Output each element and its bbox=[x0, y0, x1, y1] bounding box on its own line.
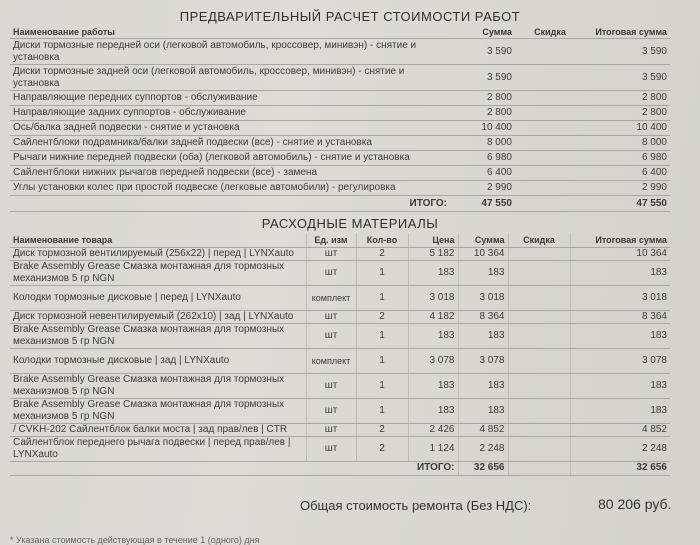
materials-row bbox=[10, 247, 670, 260]
material-qty: 1 bbox=[356, 373, 408, 398]
material-name: Brake Assembly Grease Смазка монтажная для тормозных механизмов 5 гр NGN bbox=[10, 398, 306, 423]
works-row bbox=[10, 91, 670, 106]
materials-row bbox=[10, 436, 670, 461]
works-row bbox=[10, 181, 670, 196]
materials-header-cell: Цена bbox=[408, 233, 458, 247]
material-name: Brake Assembly Grease Смазка монтажная для тормозных механизмов 5 гр NGN bbox=[10, 373, 306, 398]
work-sum: 2 990 bbox=[450, 181, 515, 196]
work-discount bbox=[515, 166, 585, 181]
work-total: 10 400 bbox=[585, 121, 670, 136]
material-sum: 4 852 bbox=[458, 423, 508, 436]
material-discount bbox=[508, 285, 570, 310]
work-sum: 2 800 bbox=[450, 106, 515, 121]
work-total: 3 590 bbox=[585, 39, 670, 65]
material-price: 183 bbox=[408, 323, 458, 348]
material-qty: 2 bbox=[356, 436, 408, 461]
material-qty: 1 bbox=[356, 398, 408, 423]
empty-cell bbox=[508, 461, 570, 475]
work-name: Диски тормозные задней оси (легковой автомобиль, кроссовер, минивэн) - снятие и установка bbox=[10, 65, 450, 91]
works-header-cell: Итоговая сумма bbox=[585, 26, 670, 39]
materials-row bbox=[10, 373, 670, 398]
material-price: 183 bbox=[408, 398, 458, 423]
materials-table bbox=[10, 233, 670, 476]
work-sum: 3 590 bbox=[450, 39, 515, 65]
works-header-cell: Сумма bbox=[450, 26, 515, 39]
works-header-cell: Наименование работы bbox=[10, 26, 450, 39]
materials-row bbox=[10, 323, 670, 348]
material-discount bbox=[508, 373, 570, 398]
material-unit: шт bbox=[306, 423, 356, 436]
material-sum: 2 248 bbox=[458, 436, 508, 461]
materials-header-cell: Ед. изм bbox=[306, 233, 356, 247]
material-unit: шт bbox=[306, 310, 356, 323]
material-qty: 2 bbox=[356, 423, 408, 436]
material-unit: шт bbox=[306, 323, 356, 348]
material-price: 5 182 bbox=[408, 247, 458, 260]
work-name: Сайлентблоки подрамника/балки задней подвески (все) - снятие и установка bbox=[10, 136, 450, 151]
material-name: Brake Assembly Grease Смазка монтажная для тормозных механизмов 5 гр NGN bbox=[10, 260, 306, 285]
works-total-label: ИТОГО: bbox=[10, 196, 450, 212]
materials-header-cell: Итоговая сумма bbox=[570, 233, 670, 247]
work-total: 2 990 bbox=[585, 181, 670, 196]
work-sum: 3 590 bbox=[450, 65, 515, 91]
material-unit: шт bbox=[306, 247, 356, 260]
material-total: 3 018 bbox=[570, 285, 670, 310]
material-discount bbox=[508, 348, 570, 373]
material-discount bbox=[508, 260, 570, 285]
works-total-row bbox=[10, 196, 670, 212]
work-total: 6 400 bbox=[585, 166, 670, 181]
material-name: Диск тормозной вентилируемый (256x22) | перед | LYNXauto bbox=[10, 247, 306, 260]
materials-row bbox=[10, 260, 670, 285]
material-sum: 8 364 bbox=[458, 310, 508, 323]
works-total-sum: 47 550 bbox=[450, 196, 515, 212]
materials-row bbox=[10, 310, 670, 323]
material-discount bbox=[508, 436, 570, 461]
materials-title: РАСХОДНЫЕ МАТЕРИАЛЫ bbox=[261, 216, 439, 231]
material-name: / CVKH-202 Сайлентблок балки моста | зад прав/лев | CTR bbox=[10, 423, 306, 436]
materials-header-cell: Скидка bbox=[508, 233, 570, 247]
works-table bbox=[10, 26, 670, 212]
work-discount bbox=[515, 151, 585, 166]
work-sum: 6 980 bbox=[450, 151, 515, 166]
materials-total-final: 32 656 bbox=[570, 461, 670, 475]
work-discount bbox=[515, 91, 585, 106]
work-name: Ось/балка задней подвески - снятие и установка bbox=[10, 121, 450, 136]
material-unit: шт bbox=[306, 373, 356, 398]
material-sum: 183 bbox=[458, 260, 508, 285]
material-unit: шт bbox=[306, 398, 356, 423]
material-name: Диск тормозной невентилируемый (262x10) | зад | LYNXauto bbox=[10, 310, 306, 323]
material-sum: 183 bbox=[458, 373, 508, 398]
material-qty: 1 bbox=[356, 323, 408, 348]
material-total: 183 bbox=[570, 323, 670, 348]
works-row bbox=[10, 136, 670, 151]
material-price: 1 124 bbox=[408, 436, 458, 461]
material-qty: 1 bbox=[356, 285, 408, 310]
material-name: Brake Assembly Grease Смазка монтажная для тормозных механизмов 5 гр NGN bbox=[10, 323, 306, 348]
material-sum: 10 364 bbox=[458, 247, 508, 260]
work-total: 8 000 bbox=[585, 136, 670, 151]
material-total: 2 248 bbox=[570, 436, 670, 461]
material-price: 183 bbox=[408, 260, 458, 285]
works-header-cell: Скидка bbox=[515, 26, 585, 39]
material-total: 8 364 bbox=[570, 310, 670, 323]
work-sum: 2 800 bbox=[450, 91, 515, 106]
works-row bbox=[10, 166, 670, 181]
material-discount bbox=[508, 310, 570, 323]
material-qty: 2 bbox=[356, 247, 408, 260]
work-discount bbox=[515, 136, 585, 151]
material-price: 183 bbox=[408, 373, 458, 398]
material-discount bbox=[508, 398, 570, 423]
work-name: Направляющие передних суппортов - обслуживание bbox=[10, 91, 450, 106]
materials-header-cell: Сумма bbox=[458, 233, 508, 247]
works-row bbox=[10, 121, 670, 136]
material-price: 3 078 bbox=[408, 348, 458, 373]
material-qty: 2 bbox=[356, 310, 408, 323]
materials-row bbox=[10, 423, 670, 436]
works-row bbox=[10, 151, 670, 166]
work-total: 2 800 bbox=[585, 91, 670, 106]
grand-total-label: Общая стоимость ремонта (Без НДС): bbox=[300, 498, 532, 513]
works-row bbox=[10, 39, 670, 65]
footnote: * Указана стоимость действующая в течение 1 (одного) дня bbox=[10, 535, 260, 545]
materials-header-row bbox=[10, 233, 670, 247]
material-total: 4 852 bbox=[570, 423, 670, 436]
material-sum: 3 078 bbox=[458, 348, 508, 373]
empty-cell bbox=[515, 196, 585, 212]
materials-total-label: ИТОГО: bbox=[10, 461, 458, 475]
work-sum: 6 400 bbox=[450, 166, 515, 181]
material-total: 183 bbox=[570, 260, 670, 285]
material-qty: 1 bbox=[356, 260, 408, 285]
materials-total-sum: 32 656 bbox=[458, 461, 508, 475]
work-discount bbox=[515, 65, 585, 91]
work-name: Рычаги нижние передней подвески (оба) (легковой автомобиль) - снятие и установка bbox=[10, 151, 450, 166]
materials-header-cell: Кол-во bbox=[356, 233, 408, 247]
material-price: 3 018 bbox=[408, 285, 458, 310]
work-total: 6 980 bbox=[585, 151, 670, 166]
material-unit: комплект bbox=[306, 348, 356, 373]
work-sum: 8 000 bbox=[450, 136, 515, 151]
work-discount bbox=[515, 181, 585, 196]
material-unit: шт bbox=[306, 436, 356, 461]
material-sum: 183 bbox=[458, 323, 508, 348]
material-discount bbox=[508, 323, 570, 348]
material-sum: 3 018 bbox=[458, 285, 508, 310]
material-price: 2 426 bbox=[408, 423, 458, 436]
material-name: Колодки тормозные дисковые | перед | LYNXauto bbox=[10, 285, 306, 310]
material-total: 3 078 bbox=[570, 348, 670, 373]
works-row bbox=[10, 65, 670, 91]
works-row bbox=[10, 106, 670, 121]
material-name: Колодки тормозные дисковые | зад | LYNXauto bbox=[10, 348, 306, 373]
work-name: Направляющие задних суппортов - обслуживание bbox=[10, 106, 450, 121]
material-total: 183 bbox=[570, 373, 670, 398]
material-price: 4 182 bbox=[408, 310, 458, 323]
materials-row bbox=[10, 398, 670, 423]
materials-row bbox=[10, 285, 670, 310]
work-name: Диски тормозные передней оси (легковой автомобиль, кроссовер, минивэн) - снятие и установка bbox=[10, 39, 450, 65]
work-name: Сайлентблоки нижних рычагов передней подвески (все) - замена bbox=[10, 166, 450, 181]
work-total: 3 590 bbox=[585, 65, 670, 91]
work-discount bbox=[515, 121, 585, 136]
works-header-row bbox=[10, 26, 670, 39]
material-unit: комплект bbox=[306, 285, 356, 310]
material-total: 183 bbox=[570, 398, 670, 423]
work-discount bbox=[515, 39, 585, 65]
works-title: ПРЕДВАРИТЕЛЬНЫЙ РАСЧЕТ СТОИМОСТИ РАБОТ bbox=[179, 9, 521, 24]
work-discount bbox=[515, 106, 585, 121]
work-name: Углы установки колес при простой подвеске (легковые автомобили) - регулировка bbox=[10, 181, 450, 196]
materials-total-row bbox=[10, 461, 670, 475]
materials-header-cell: Наименование товара bbox=[10, 233, 306, 247]
material-discount bbox=[508, 423, 570, 436]
material-total: 10 364 bbox=[570, 247, 670, 260]
material-discount bbox=[508, 247, 570, 260]
work-sum: 10 400 bbox=[450, 121, 515, 136]
works-total-final: 47 550 bbox=[585, 196, 670, 212]
material-qty: 1 bbox=[356, 348, 408, 373]
materials-row bbox=[10, 348, 670, 373]
material-sum: 183 bbox=[458, 398, 508, 423]
work-total: 2 800 bbox=[585, 106, 670, 121]
grand-total-value: 80 206 руб. bbox=[598, 496, 672, 512]
material-name: Сайлентблок переднего рычага подвески | перед прав/лев | LYNXauto bbox=[10, 436, 306, 461]
material-unit: шт bbox=[306, 260, 356, 285]
